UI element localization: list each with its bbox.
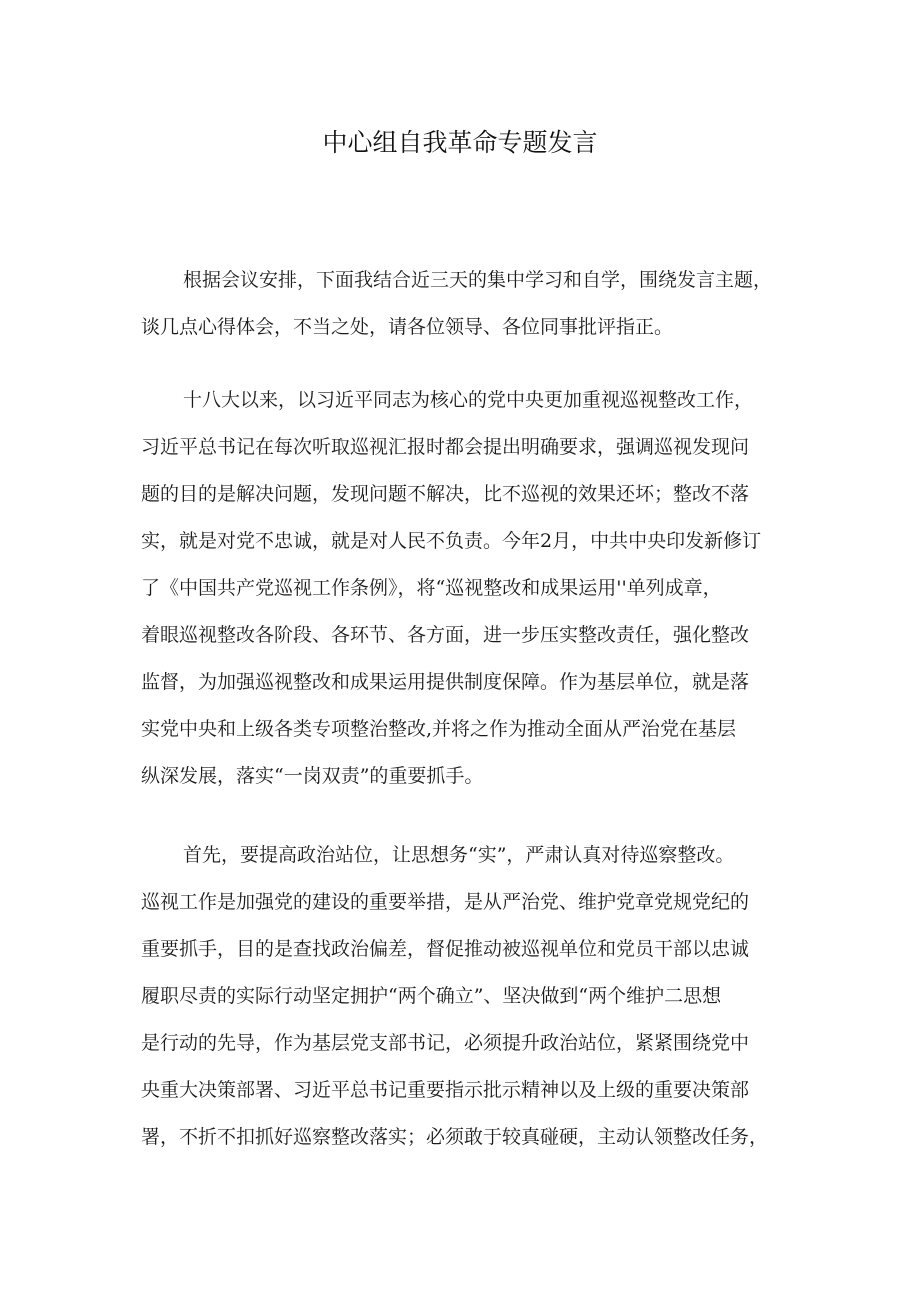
text-line: 央重大决策部署、习近平总书记重要指示批示精神以及上级的重要决策部 bbox=[141, 1079, 750, 1101]
text-line: 监督，为加强巡视整改和成果运用提供制度保障。作为基层单位，就是落 bbox=[141, 671, 750, 693]
text-line: 是行动的先导，作为基层党支部书记，必须提升政治站位，紧紧围绕党中 bbox=[141, 1032, 750, 1054]
text-line: 重要抓手，目的是查找政治偏差，督促推动被巡视单位和党员干部以忠诚 bbox=[141, 938, 750, 960]
text-line: 题的目的是解决问题，发现问题不解决，比不巡视的效果还坏；整改不落 bbox=[141, 483, 750, 505]
text-line: 署，不折不扣抓好巡察整改落实；必须敢于较真碰硬，主动认领整改任务， bbox=[141, 1126, 769, 1148]
text-line: 十八大以来，以习近平同志为核心的党中央更加重视巡视整改工作， bbox=[183, 389, 754, 411]
document-title: 中心组自我革命专题发言 bbox=[322, 128, 598, 157]
text-line: 习近平总书记在每次听取巡视汇报时都会提出明确要求，强调巡视发现问 bbox=[141, 436, 750, 458]
text-line: 实，就是对党不忠诚，就是对人民不负责。今年2月，中共中央印发新修订 bbox=[141, 530, 762, 552]
text-line: 实党中央和上级各类专项整治整改,并将之作为推动全面从严治党在基层 bbox=[141, 718, 737, 740]
text-line: 谈几点心得体会，不当之处，请各位领导、各位同事批评指正。 bbox=[141, 316, 674, 338]
text-line: 首先，要提高政治站位，让思想务“实”，严肃认真对待巡察整改。 bbox=[183, 844, 735, 866]
text-line: 履职尽责的实际行动坚定拥护“两个确立”、坚决做到“两个维护二思想 bbox=[141, 985, 722, 1007]
text-line: 根据会议安排，下面我结合近三天的集中学习和自学，围绕发言主题， bbox=[183, 269, 773, 291]
text-line: 巡视工作是加强党的建设的重要举措，是从严治党、维护党章党规党纪的 bbox=[141, 891, 750, 913]
text-line: 纵深发展，落实“一岗双责”的重要抓手。 bbox=[141, 765, 484, 787]
text-line: 了《中国共产党巡视工作条例》，将“巡视整改和成果运用''单列成章， bbox=[141, 577, 722, 599]
text-line: 着眼巡视整改各阶段、各环节、各方面，进一步压实整改责任，强化整改 bbox=[141, 624, 750, 646]
